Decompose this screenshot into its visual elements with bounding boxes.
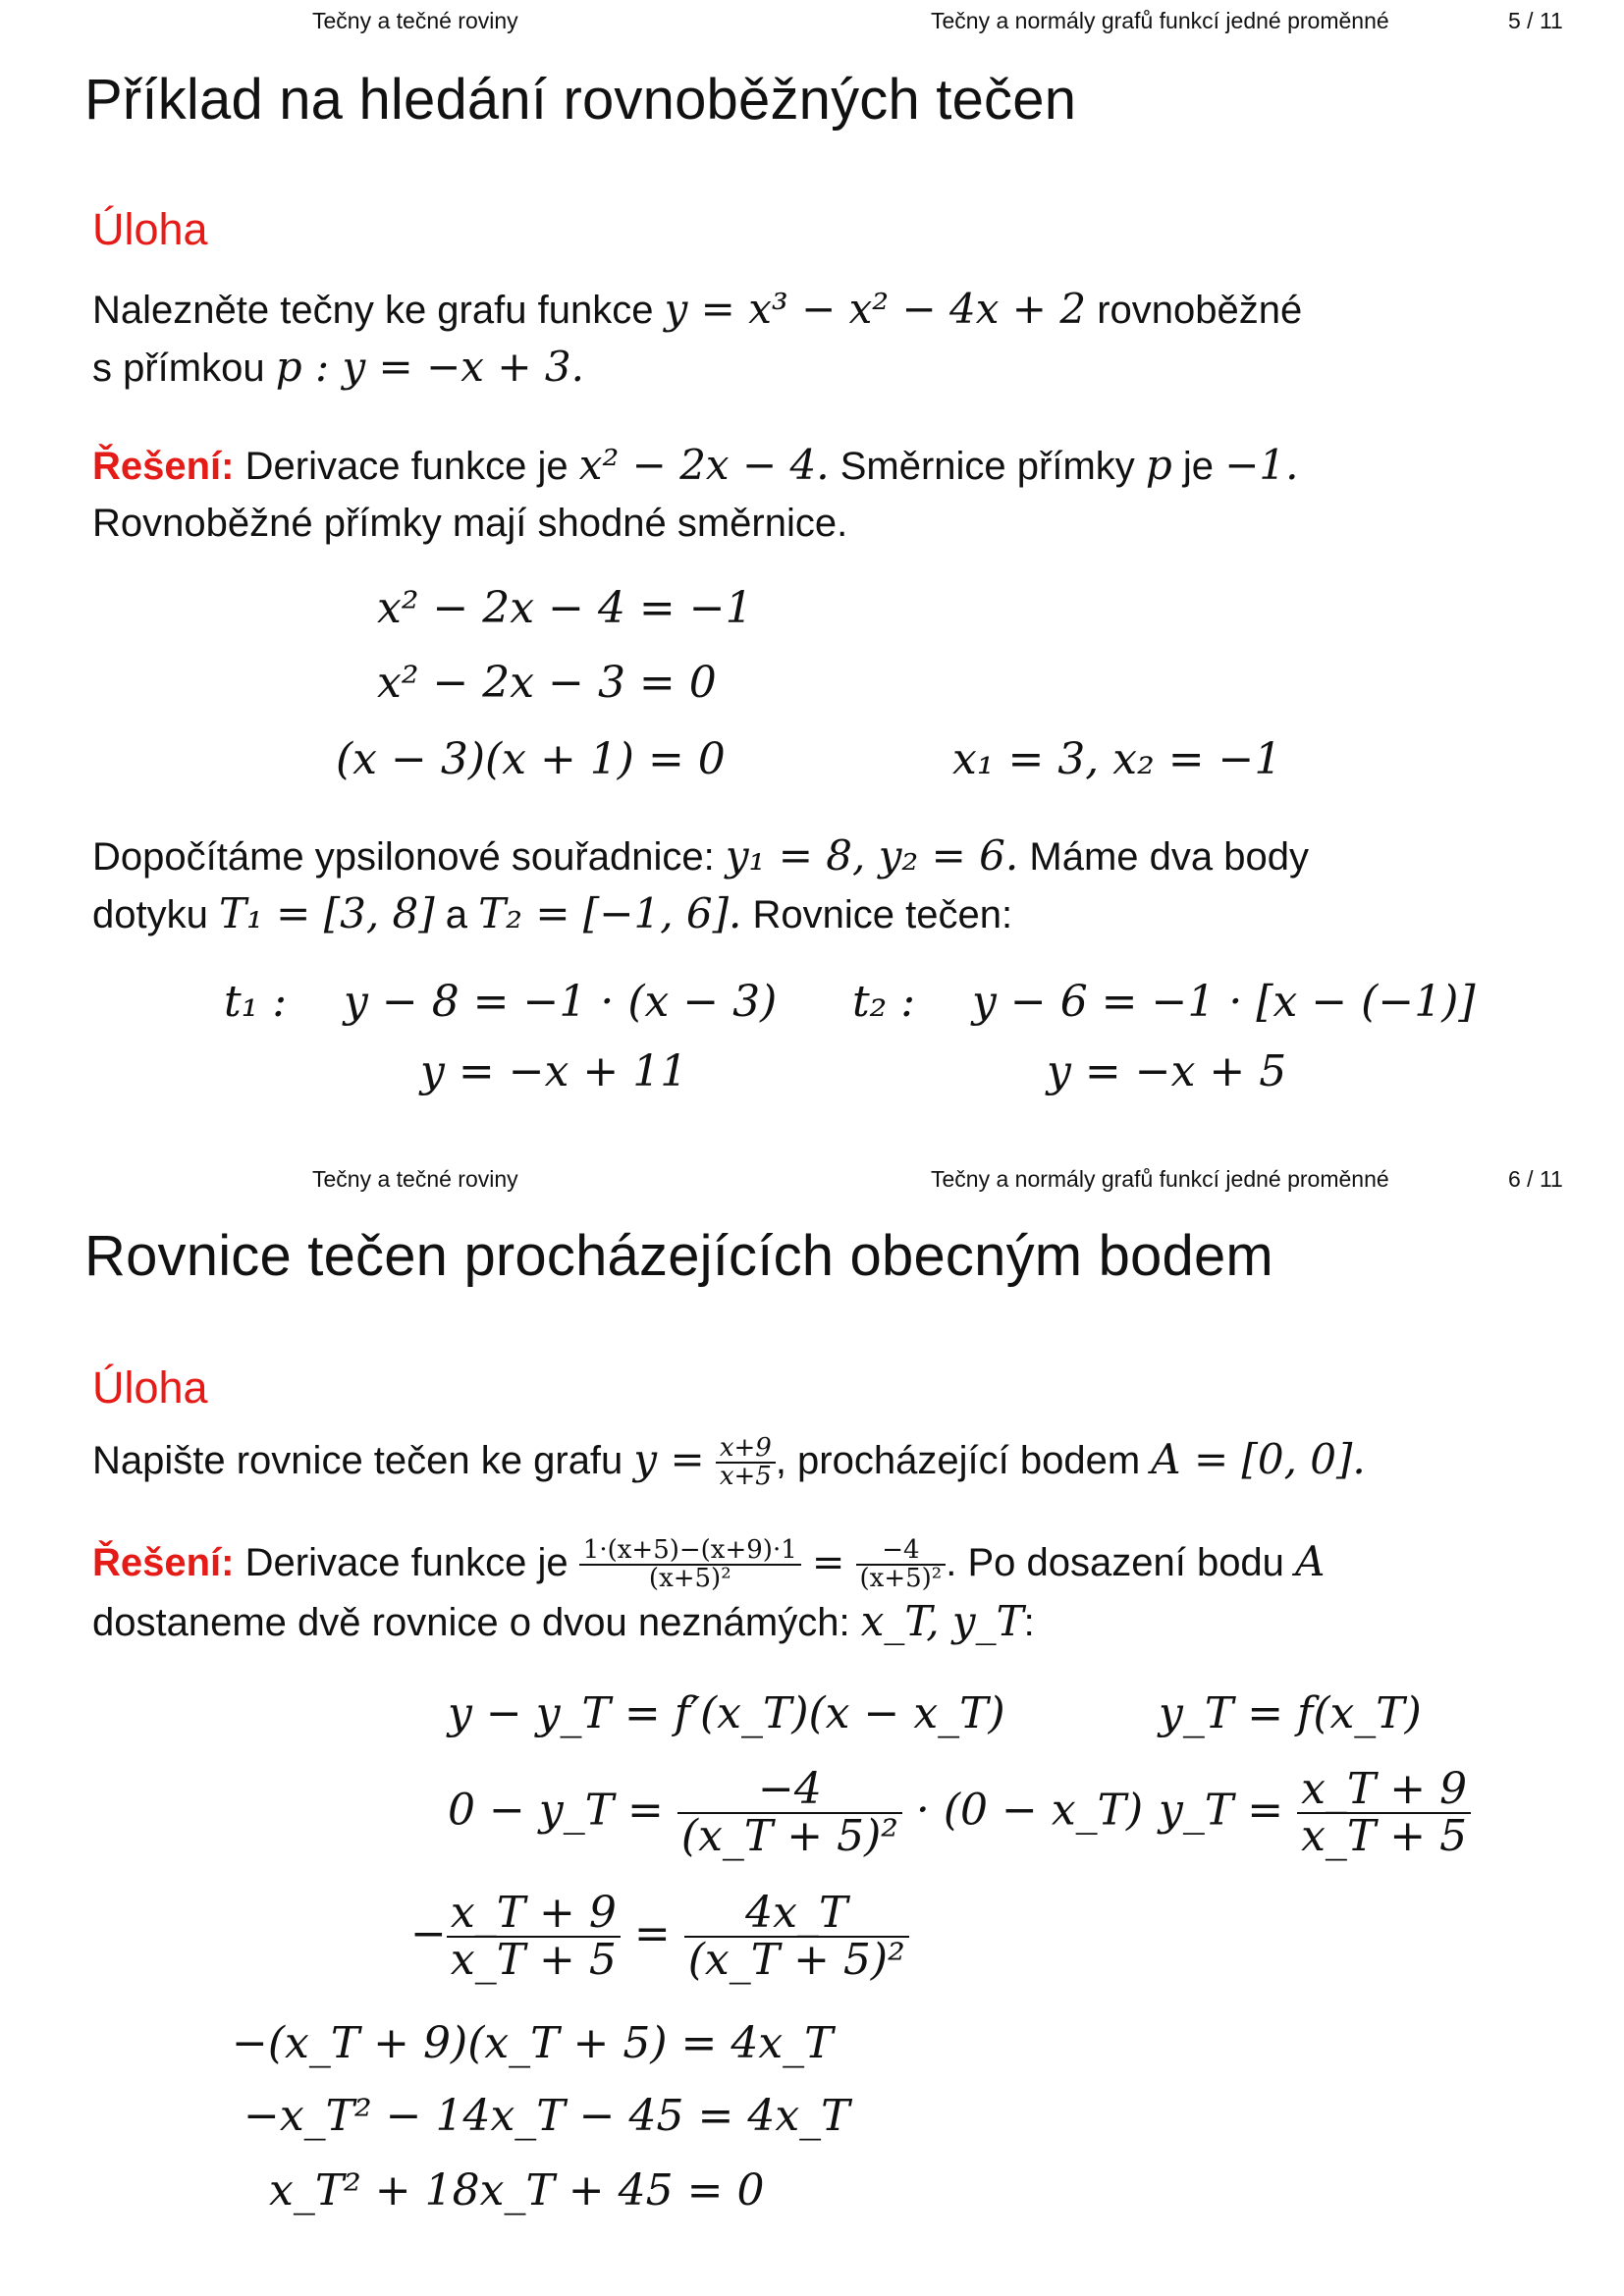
point-t1: T₁ = [3, 8] <box>218 889 435 937</box>
solution-text: Derivace funkce je <box>244 1541 568 1584</box>
slope-value: −1. <box>1224 441 1299 489</box>
solution-text: je <box>1182 445 1215 488</box>
solution-text: Rovnoběžné přímky mají shodné směrnice. <box>92 502 848 545</box>
roots: x₁ = 3, x₂ = −1 <box>952 734 1282 784</box>
header-page-number: 6 / 11 <box>1508 1166 1563 1192</box>
header-section-title: Tečny a tečné roviny <box>312 8 518 33</box>
tangent-2-equation: y − 6 = −1 · [x − (−1)] <box>972 977 1476 1027</box>
slide-title: Rovnice tečen procházejících obecným bodem <box>84 1224 1273 1288</box>
header-subsection-title: Tečny a normály grafů funkcí jedné proměnné <box>931 8 1389 33</box>
task-heading: Úloha <box>92 204 208 254</box>
coords-paragraph <box>92 828 1309 943</box>
coords-text: Dopočítáme ypsilonové souřadnice: <box>92 835 715 879</box>
coords-values: y₁ = 8, y₂ = 6. <box>725 831 1019 880</box>
point-t2: T₂ = [−1, 6]. <box>478 889 742 937</box>
tangent-2-label: t₂ : <box>852 977 916 1027</box>
slide-title: Příklad na hledání rovnoběžných tečen <box>84 68 1077 132</box>
system-equation-1: y − y_T = f′(x_T)(x − x_T) <box>448 1688 1005 1738</box>
coords-text: a <box>445 893 468 936</box>
derivative-fraction: $\frac{1\cdot(x+5)-(x+9)\cdot 1}{\text{(x+5)²}}$ <box>579 1537 801 1593</box>
slide-page-6 <box>0 1148 1624 2296</box>
solution-text: dostaneme dvě rovnice o dvou neznámých: <box>92 1600 850 1644</box>
equation-3: (x − 3)(x + 1) = 0 <box>336 734 726 784</box>
task-fraction-denominator: x+5 <box>719 1462 772 1492</box>
coords-text: dotyku <box>92 893 208 936</box>
derivative-simplified: $\frac{-4}{\text{(x+5)²}}$ <box>856 1537 947 1593</box>
solution-text: Směrnice přímky <box>839 445 1135 488</box>
system-equation-2: 0 − y_T = $\frac{-4}{\text{(x\_T + 5)²}}$ · (0 − x_T) <box>448 1764 1144 1862</box>
line-symbol: p <box>1145 441 1172 489</box>
point-symbol: A <box>1295 1537 1326 1585</box>
task-fraction <box>716 1435 776 1491</box>
equation-2: x² − 2x − 3 = 0 <box>377 658 717 708</box>
task-text: Napište rovnice tečen ke grafu <box>92 1439 623 1482</box>
tangent-1-label: t₁ : <box>224 977 288 1027</box>
expanded-equation-2: −x_T² − 14x_T − 45 = 4x_T <box>244 2091 850 2141</box>
solution-text: Derivace funkce je <box>244 445 568 488</box>
coords-text: Máme dva body <box>1029 835 1309 879</box>
task-y: y = <box>633 1435 705 1483</box>
header-section-title: Tečny a tečné roviny <box>312 1166 518 1192</box>
task-function-formula: y = x³ − x² − 4x + 2 <box>664 285 1087 333</box>
header-subsection-title: Tečny a normály grafů funkcí jedné proměnné <box>931 1166 1389 1192</box>
system-equation-2-right: y_T = $\frac{x\_T + 9}{x\_T + 5}$ <box>1159 1767 1471 1859</box>
task-paragraph <box>92 281 1302 397</box>
equation-1: x² − 2x − 4 = −1 <box>377 583 753 633</box>
task-text: s přímkou <box>92 347 265 390</box>
expanded-equation-1: −(x_T + 9)(x_T + 5) = 4x_T <box>232 2018 834 2068</box>
tangent-1-result: y = −x + 11 <box>420 1046 688 1096</box>
tangent-1-equation: y − 8 = −1 · (x − 3) <box>344 977 778 1027</box>
equation-2-fraction: $\frac{-4}{\text{(x\_T + 5)²}}$ <box>677 1767 902 1859</box>
combined-equation: − $\frac{x\_T + 9}{x\_T + 5}$ = $\frac{4x\_T}{\text{(x\_T + 5)²}}$ <box>410 1891 909 1983</box>
solution-label: Řešení: <box>92 445 235 488</box>
tangent-2-result: y = −x + 5 <box>1047 1046 1287 1096</box>
system-equation-1-right: y_T = f(x_T) <box>1159 1688 1422 1738</box>
unknowns: x_T, y_T <box>860 1596 1024 1645</box>
task-paragraph <box>92 1431 1366 1491</box>
task-text: rovnoběžné <box>1097 289 1303 332</box>
coords-text: Rovnice tečen: <box>752 893 1013 936</box>
solution-paragraph: Řešení: Derivace funkce je $\frac{1\cdot(x+5)-(x+9)\cdot 1}{\text{(x+5)²}}$ = $\frac{-4}{\text{(x+5)²}}$ . Po dosazení bodu A dostaneme dvě rovnice o dvou neznámých: x_T, y_T: <box>92 1535 1326 1645</box>
task-point: A = [0, 0]. <box>1151 1435 1366 1483</box>
quadratic-equation: x_T² + 18x_T + 45 = 0 <box>269 2165 765 2216</box>
task-text: , procházející bodem <box>775 1439 1141 1482</box>
task-line-formula: p : y = −x + 3. <box>275 343 584 391</box>
solution-label: Řešení: <box>92 1541 235 1584</box>
derivative-equals: = <box>811 1540 845 1585</box>
task-heading: Úloha <box>92 1362 208 1413</box>
solution-text: . Po dosazení bodu <box>946 1541 1284 1584</box>
header-page-number: 5 / 11 <box>1508 8 1563 33</box>
task-fraction-numerator: x+9 <box>716 1435 776 1464</box>
derivative-formula: x² − 2x − 4. <box>578 441 830 489</box>
solution-paragraph <box>92 437 1298 552</box>
task-text: Nalezněte tečny ke grafu funkce <box>92 289 654 332</box>
